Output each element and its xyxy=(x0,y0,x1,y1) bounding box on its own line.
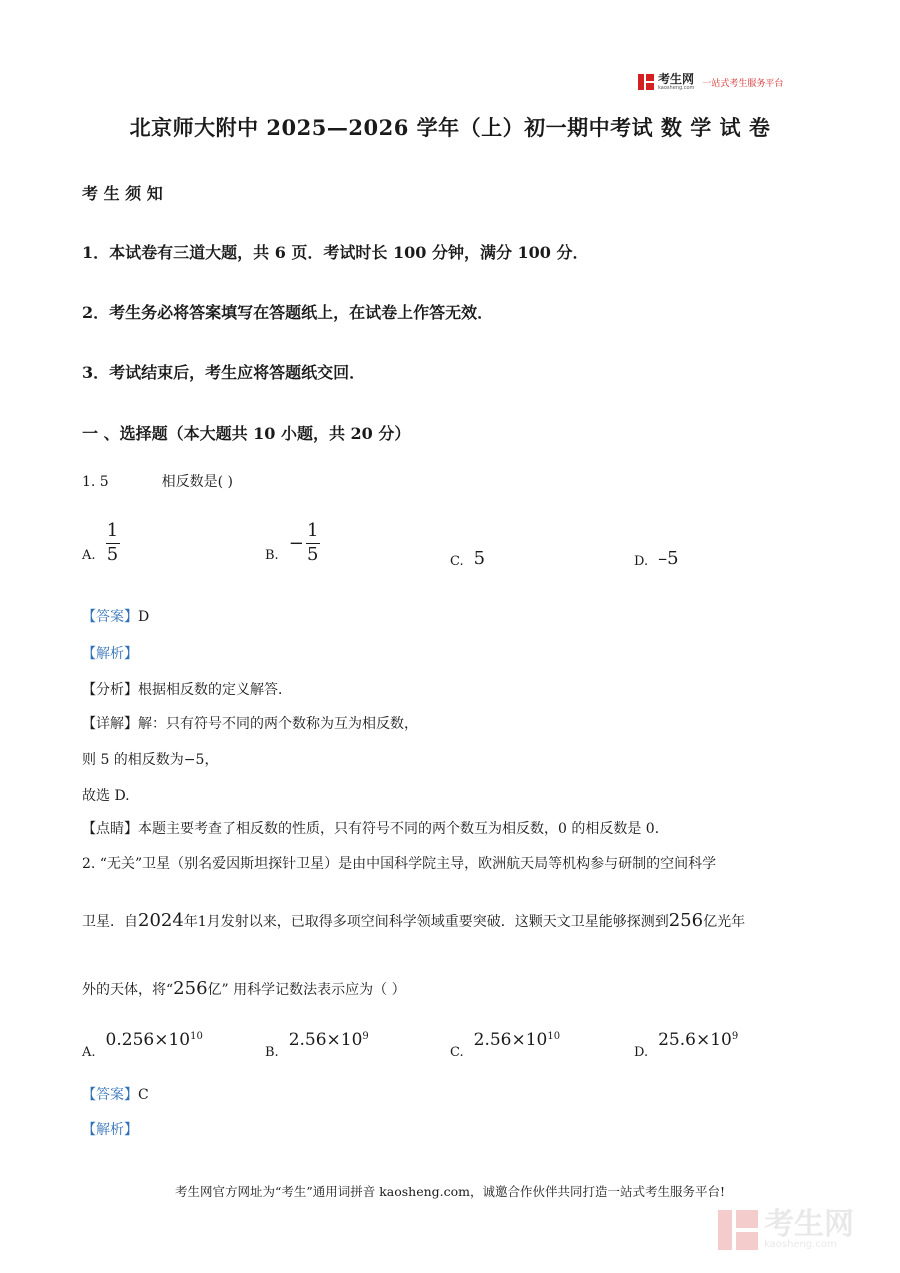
sci-base: 0.256×10 xyxy=(105,1030,191,1050)
sci-notation xyxy=(474,1030,560,1050)
q2-answer xyxy=(82,1084,149,1104)
answer-tag: 【答案】 xyxy=(82,609,138,625)
question-1-stem xyxy=(82,471,233,491)
logo-domain: kaosheng.com xyxy=(658,85,695,91)
section-heading: 一 、选择题（本大题共 10 小题，共 20 分） xyxy=(82,424,411,443)
sci-exponent: 10 xyxy=(547,1031,561,1042)
dianjing-text: 本题主要考查了相反数的性质，只有符号不同的两个数互为相反数，0 的相反数是 0． xyxy=(138,821,669,837)
option-label: C. xyxy=(450,1045,464,1060)
year-value: 2024 xyxy=(138,910,184,931)
option-label: D. xyxy=(634,1045,649,1060)
denominator: 5 xyxy=(106,543,119,565)
fraction xyxy=(306,522,320,565)
number-value: 256 xyxy=(668,910,704,931)
notice-item: 2．考生务必将答案填写在答题纸上，在试卷上作答无效． xyxy=(82,303,494,322)
fraction xyxy=(106,522,120,565)
logo-slogan: 一站式考生服务平台 xyxy=(702,78,784,89)
q1-option-a xyxy=(82,522,120,565)
text-segment: 亿光年 xyxy=(703,914,746,930)
logo-name: 考生网 xyxy=(658,72,695,86)
option-value: –5 xyxy=(658,548,679,569)
watermark xyxy=(718,1207,854,1250)
answer-tag: 【答案】 xyxy=(82,1087,138,1103)
text-segment: 年1月发射以来，已取得多项空间科学领域重要突破．这颗天文卫星能够探测到 xyxy=(183,914,669,930)
fenxi-text: 根据相反数的定义解答． xyxy=(138,682,292,698)
denominator: 5 xyxy=(307,543,319,565)
q1-option-d xyxy=(634,548,679,569)
question-2-line xyxy=(82,978,406,999)
watermark-domain: kaosheng.com xyxy=(764,1239,837,1250)
q1-solution-line: 故选 D. xyxy=(82,788,130,804)
q1-option-c xyxy=(450,548,485,569)
page-footer: 考生网官方网址为“考生”通用词拼音 kaosheng.com，诚邀合作伙伴共同打造一站式考生服务平台! xyxy=(174,1184,726,1199)
option-label: A. xyxy=(82,1045,96,1060)
sci-exponent: 9 xyxy=(731,1031,739,1042)
q1-xiangjie xyxy=(82,713,418,733)
q2-option-b xyxy=(265,1030,369,1060)
kaosheng-logo-icon xyxy=(638,74,654,90)
sci-exponent: 9 xyxy=(362,1031,369,1042)
header-logo xyxy=(638,73,783,91)
q2-option-d xyxy=(634,1030,739,1060)
sci-exponent: 10 xyxy=(190,1031,203,1042)
q1-fenxi xyxy=(82,679,292,699)
option-label: B. xyxy=(265,547,279,563)
option-label: C. xyxy=(450,554,464,569)
answer-value: C xyxy=(138,1087,149,1103)
notice-item: 3．考试结束后，考生应将答题纸交回． xyxy=(82,363,366,382)
numerator: 1 xyxy=(307,520,319,541)
xiangjie-tag: 【详解】 xyxy=(82,716,138,732)
sci-notation xyxy=(289,1030,369,1050)
q1-analysis-tag: 【解析】 xyxy=(82,646,138,662)
page-title: 北京师大附中 2025—2026 学年（上）初一期中考试 数 学 试 卷 xyxy=(129,115,771,140)
kaosheng-watermark-icon xyxy=(718,1210,758,1250)
q2-option-a xyxy=(82,1030,203,1060)
text-segment: 亿” 用科学记数法表示应为（ ） xyxy=(207,982,406,998)
minus-sign: − xyxy=(288,532,304,554)
q1-answer xyxy=(82,606,149,626)
sci-notation xyxy=(106,1030,203,1050)
q1-dianjing xyxy=(82,818,669,838)
option-label: A. xyxy=(82,547,96,563)
answer-value: D xyxy=(138,609,150,625)
notice-item: 1．本试卷有三道大题，共 6 页．考试时长 100 分钟，满分 100 分． xyxy=(82,243,589,262)
fenxi-tag: 【分析】 xyxy=(82,682,138,698)
question-2-line xyxy=(82,910,745,931)
text-segment: 卫星．自 xyxy=(82,914,138,930)
q2-analysis-tag: 【解析】 xyxy=(82,1122,138,1138)
watermark-name: 考生网 xyxy=(764,1207,854,1242)
number-value: 256 xyxy=(173,978,208,999)
text-segment: 外的天体，将“ xyxy=(82,982,174,998)
sci-base: 2.56×10 xyxy=(288,1030,363,1050)
option-label: B. xyxy=(265,1045,279,1060)
sci-notation xyxy=(658,1030,738,1050)
sci-base: 25.6×10 xyxy=(658,1030,732,1050)
question-2-line: 2. “无关”卫星（别名爱因斯坦探针卫星）是由中国科学院主导，欧洲航天局等机构参与研制的空间科学 xyxy=(82,856,717,872)
option-value: 5 xyxy=(473,548,486,569)
q2-option-c xyxy=(450,1030,561,1060)
xiangjie-text: 解：只有符号不同的两个数称为互为相反数， xyxy=(138,716,418,732)
option-label: D. xyxy=(634,554,649,569)
q1-option-b xyxy=(265,522,320,565)
question-1-text: 相反数是( ) xyxy=(161,474,233,490)
notice-heading: 考 生 须 知 xyxy=(82,184,163,203)
question-1-number: 1. 5 xyxy=(82,474,109,490)
sci-base: 2.56×10 xyxy=(473,1030,548,1050)
numerator: 1 xyxy=(106,520,119,541)
q1-solution-line: 则 5 的相反数为−5， xyxy=(82,752,219,768)
dianjing-tag: 【点睛】 xyxy=(82,821,138,837)
